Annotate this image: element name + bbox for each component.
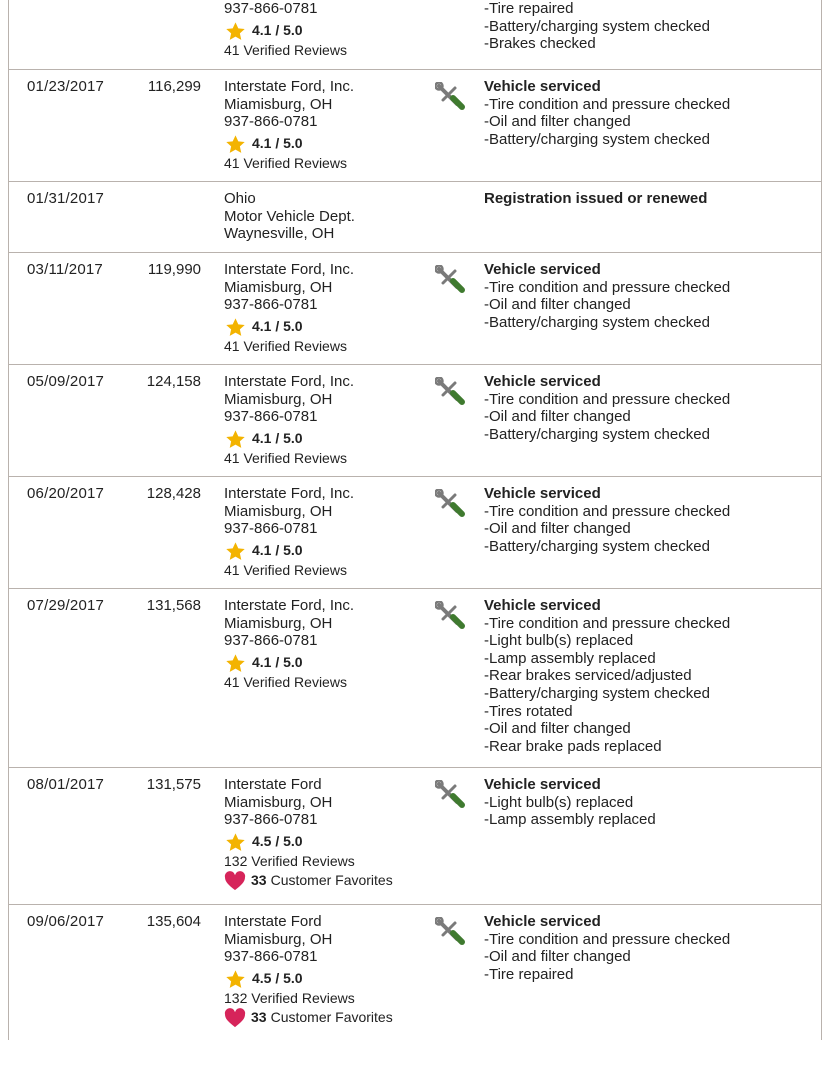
favorites-label: Customer Favorites xyxy=(270,871,393,888)
record-date: 09/06/2017 xyxy=(27,913,105,930)
star-icon xyxy=(225,653,246,674)
detail-item: -Oil and filter changed xyxy=(484,720,631,738)
event-title: Vehicle serviced xyxy=(484,261,601,278)
record-mileage: 119,990 xyxy=(147,261,201,278)
rating xyxy=(224,22,424,41)
wrench-screwdriver-icon xyxy=(435,601,465,629)
detail-item: -Tire condition and pressure checked xyxy=(484,930,731,948)
detail-item: -Battery/charging system checked xyxy=(484,130,710,148)
verified-reviews-link[interactable]: 41 Verified Reviews xyxy=(224,449,347,466)
wrench-screwdriver-icon xyxy=(435,917,465,945)
detail-item: -Rear brakes serviced/adjusted xyxy=(484,667,692,685)
detail-item: -Lamp assembly replaced xyxy=(484,649,656,667)
service-history-table xyxy=(8,0,822,1040)
record-date: 05/09/2017 xyxy=(27,373,105,390)
detail-item: -Tires rotated xyxy=(484,702,573,720)
source-location: Miamisburg, OH xyxy=(224,278,333,296)
details-column xyxy=(484,776,814,829)
history-row xyxy=(9,905,821,1040)
history-row xyxy=(9,182,821,253)
source-name: Interstate Ford, Inc. xyxy=(224,485,355,502)
rating-score: 4.5 / 5.0 xyxy=(252,833,303,850)
star-icon xyxy=(225,541,246,562)
source-column xyxy=(224,373,424,468)
source-column xyxy=(224,597,424,692)
detail-item: -Lamp assembly replaced xyxy=(484,811,656,829)
detail-item: -Battery/charging system checked xyxy=(484,17,710,35)
star-icon xyxy=(225,429,246,450)
favorites-label: Customer Favorites xyxy=(270,1008,393,1025)
detail-item: -Tire condition and pressure checked xyxy=(484,614,731,632)
event-title: Vehicle serviced xyxy=(484,913,601,930)
rating xyxy=(224,542,424,561)
detail-item: -Tire condition and pressure checked xyxy=(484,95,731,113)
wrench-screwdriver-icon xyxy=(435,489,465,517)
source-phone: 937-866-0781 xyxy=(224,296,318,314)
source-department: Motor Vehicle Dept. xyxy=(224,207,355,225)
source-location: Miamisburg, OH xyxy=(224,502,333,520)
source-column xyxy=(224,913,424,1028)
record-mileage: 131,575 xyxy=(146,776,201,793)
verified-reviews-link[interactable]: 132 Verified Reviews xyxy=(224,852,355,869)
detail-item: -Tire condition and pressure checked xyxy=(484,278,731,296)
source-column xyxy=(224,776,424,891)
record-mileage: 131,568 xyxy=(146,597,201,614)
verified-reviews-link[interactable]: 41 Verified Reviews xyxy=(224,337,347,354)
detail-item: -Oil and filter changed xyxy=(484,408,631,426)
source-location: Miamisburg, OH xyxy=(224,614,333,632)
details-column xyxy=(484,597,814,755)
source-column xyxy=(224,261,424,356)
detail-item: -Oil and filter changed xyxy=(484,113,631,131)
source-name: Interstate Ford, Inc. xyxy=(224,78,355,95)
source-phone: 937-866-0781 xyxy=(224,811,318,829)
detail-item: -Tire repaired xyxy=(484,0,574,17)
details-column xyxy=(484,485,814,555)
history-row xyxy=(9,477,821,589)
verified-reviews-link[interactable]: 41 Verified Reviews xyxy=(224,154,347,171)
detail-item: -Rear brake pads replaced xyxy=(484,737,662,755)
source-location: Miamisburg, OH xyxy=(224,793,333,811)
detail-item: -Brakes checked xyxy=(484,35,596,53)
detail-item: -Tire condition and pressure checked xyxy=(484,390,731,408)
customer-favorites[interactable] xyxy=(224,1008,424,1028)
details-column xyxy=(484,190,814,208)
detail-item: -Battery/charging system checked xyxy=(484,313,710,331)
star-icon xyxy=(225,21,246,42)
record-date: 01/31/2017 xyxy=(27,190,105,207)
event-title: Vehicle serviced xyxy=(484,597,601,614)
detail-item: -Light bulb(s) replaced xyxy=(484,632,634,650)
source-location: Miamisburg, OH xyxy=(224,930,333,948)
favorites-count: 33 xyxy=(251,1008,267,1025)
source-column xyxy=(224,485,424,580)
detail-item: -Tire condition and pressure checked xyxy=(484,502,731,520)
rating xyxy=(224,654,424,673)
detail-item: -Battery/charging system checked xyxy=(484,425,710,443)
event-title: Vehicle serviced xyxy=(484,776,601,793)
details-column xyxy=(484,373,814,443)
details-column xyxy=(484,261,814,331)
history-row xyxy=(9,253,821,365)
event-title: Vehicle serviced xyxy=(484,485,601,502)
detail-item: -Battery/charging system checked xyxy=(484,537,710,555)
star-icon xyxy=(225,969,246,990)
wrench-screwdriver-icon xyxy=(435,780,465,808)
wrench-screwdriver-icon xyxy=(435,82,465,110)
rating xyxy=(224,135,424,154)
rating xyxy=(224,318,424,337)
details-column xyxy=(484,0,814,53)
details-column xyxy=(484,78,814,148)
record-date: 01/23/2017 xyxy=(27,78,105,95)
star-icon xyxy=(225,832,246,853)
record-mileage: 124,158 xyxy=(146,373,201,390)
history-row xyxy=(9,589,821,768)
source-phone: 937-866-0781 xyxy=(224,632,318,650)
verified-reviews-link[interactable]: 41 Verified Reviews xyxy=(224,561,347,578)
source-phone: 937-866-0781 xyxy=(224,113,318,131)
detail-item: -Oil and filter changed xyxy=(484,296,631,314)
rating-score: 4.1 / 5.0 xyxy=(252,542,303,559)
star-icon xyxy=(225,317,246,338)
source-location: Waynesville, OH xyxy=(224,225,335,243)
record-mileage: 135,604 xyxy=(146,913,201,930)
detail-item: -Battery/charging system checked xyxy=(484,684,710,702)
rating xyxy=(224,430,424,449)
history-row xyxy=(9,365,821,477)
detail-item: -Oil and filter changed xyxy=(484,948,631,966)
rating xyxy=(224,833,424,852)
record-date: 03/11/2017 xyxy=(27,261,103,278)
star-icon xyxy=(225,134,246,155)
source-column xyxy=(224,78,424,173)
source-location: Miamisburg, OH xyxy=(224,95,333,113)
record-mileage: 116,299 xyxy=(147,78,201,95)
history-row xyxy=(9,0,821,70)
source-location: Miamisburg, OH xyxy=(224,390,333,408)
customer-favorites[interactable] xyxy=(224,871,424,891)
rating xyxy=(224,970,424,989)
rating-score: 4.1 / 5.0 xyxy=(252,135,303,152)
verified-reviews-link[interactable]: 41 Verified Reviews xyxy=(224,673,347,690)
detail-item: -Oil and filter changed xyxy=(484,520,631,538)
source-phone: 937-866-0781 xyxy=(224,408,318,426)
favorites-count: 33 xyxy=(251,871,267,888)
heart-icon xyxy=(224,871,246,891)
source-phone: 937-866-0781 xyxy=(224,948,318,966)
source-name: Interstate Ford, Inc. xyxy=(224,261,355,278)
rating-score: 4.1 / 5.0 xyxy=(252,22,303,39)
source-name: Ohio xyxy=(224,190,256,207)
source-phone: 937-866-0781 xyxy=(224,0,318,17)
wrench-screwdriver-icon xyxy=(435,265,465,293)
event-title: Vehicle serviced xyxy=(484,78,601,95)
rating-score: 4.1 / 5.0 xyxy=(252,430,303,447)
source-column xyxy=(224,0,424,60)
rating-score: 4.1 / 5.0 xyxy=(252,654,303,671)
source-name: Interstate Ford, Inc. xyxy=(224,373,355,390)
event-title: Vehicle serviced xyxy=(484,373,601,390)
rating-score: 4.1 / 5.0 xyxy=(252,318,303,335)
source-name: Interstate Ford, Inc. xyxy=(224,597,355,614)
history-row xyxy=(9,768,821,905)
record-mileage: 128,428 xyxy=(146,485,201,502)
heart-icon xyxy=(224,1008,246,1028)
verified-reviews-link[interactable]: 41 Verified Reviews xyxy=(224,41,347,58)
record-date: 06/20/2017 xyxy=(27,485,105,502)
source-phone: 937-866-0781 xyxy=(224,520,318,538)
history-row xyxy=(9,70,821,182)
event-title: Registration issued or renewed xyxy=(484,190,708,207)
verified-reviews-link[interactable]: 132 Verified Reviews xyxy=(224,989,355,1006)
source-name: Interstate Ford xyxy=(224,913,322,930)
record-date: 07/29/2017 xyxy=(27,597,105,614)
detail-item: -Tire repaired xyxy=(484,965,574,983)
source-name: Interstate Ford xyxy=(224,776,322,793)
source-column xyxy=(224,190,424,243)
record-date: 08/01/2017 xyxy=(27,776,105,793)
details-column xyxy=(484,913,814,983)
detail-item: -Light bulb(s) replaced xyxy=(484,793,634,811)
rating-score: 4.5 / 5.0 xyxy=(252,970,303,987)
wrench-screwdriver-icon xyxy=(435,377,465,405)
